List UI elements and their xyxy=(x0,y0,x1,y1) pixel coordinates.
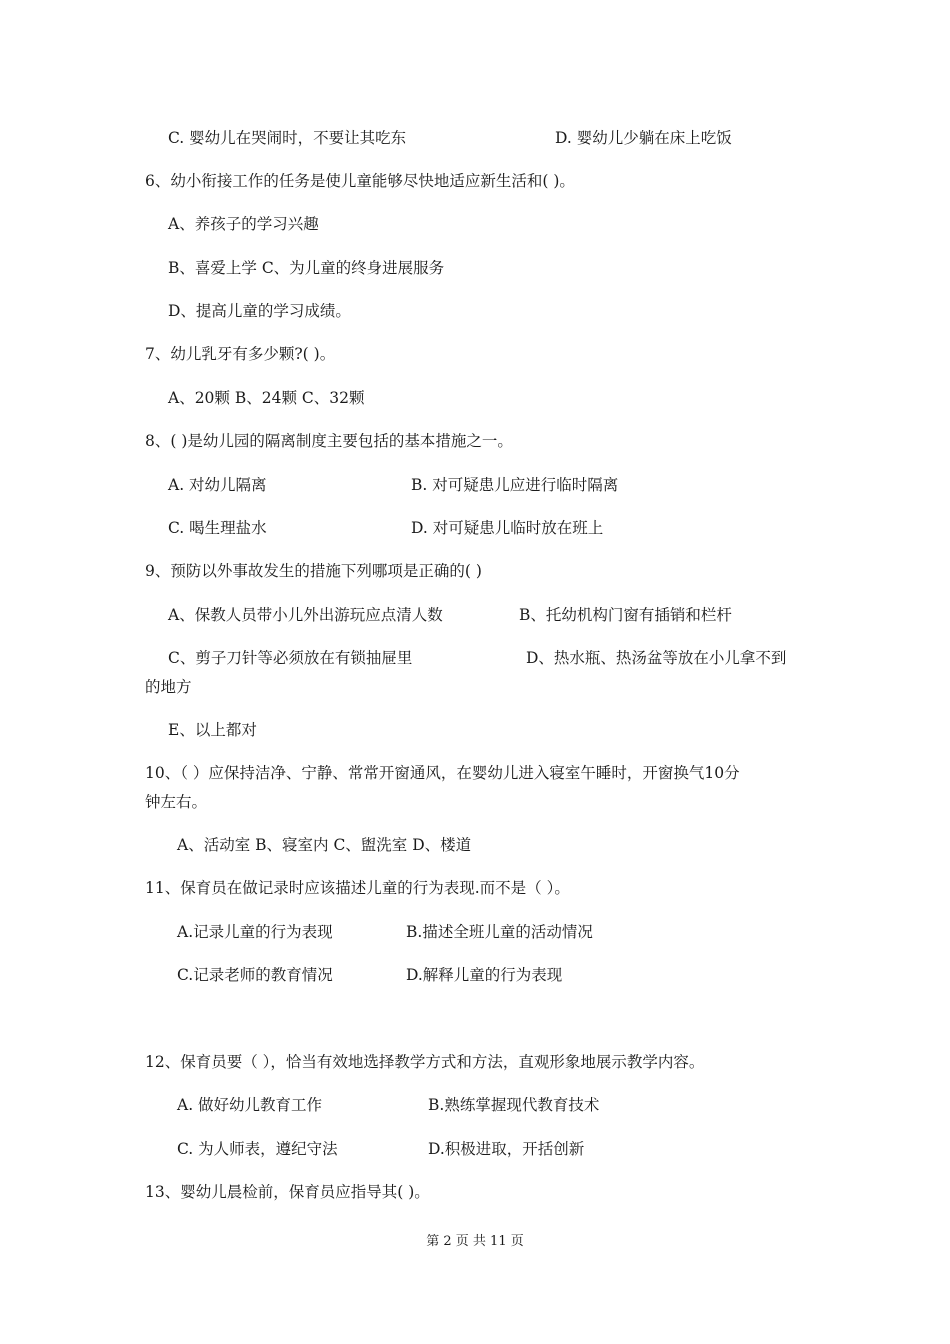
option-8c: C. 喝生理盐水 xyxy=(168,519,267,537)
option-12b: B.熟练掌握现代教育技术 xyxy=(428,1096,600,1114)
option-11b: B.描述全班儿童的活动情况 xyxy=(406,923,593,941)
option-8d: D. 对可疑患儿临时放在班上 xyxy=(411,519,604,537)
option-9d-continued: 的地方 xyxy=(145,678,192,696)
question-10: 10、（ ）应保持洁净、宁静、常常开窗通风，在婴幼儿进入寝室午睡时，开窗换气10分 xyxy=(145,764,740,782)
option-9e: E、以上都对 xyxy=(168,721,257,739)
question-8: 8、( )是幼儿园的隔离制度主要包括的基本措施之一。 xyxy=(145,432,513,450)
option-11a: A.记录儿童的行为表现 xyxy=(177,923,333,941)
page-footer: 第 2 页 共 11 页 xyxy=(426,1234,524,1249)
option-5d: D. 婴幼儿少躺在床上吃饭 xyxy=(555,129,732,147)
option-8b: B. 对可疑患儿应进行临时隔离 xyxy=(411,476,619,494)
question-9: 9、预防以外事故发生的措施下列哪项是正确的( ) xyxy=(145,562,482,580)
option-7a: A、20颗 B、24颗 C、32颗 xyxy=(168,389,365,407)
option-9b: B、托幼机构门窗有插销和栏杆 xyxy=(519,606,732,624)
option-11c: C.记录老师的教育情况 xyxy=(177,966,333,984)
option-9c: C、剪子刀针等必须放在有锁抽屉里 xyxy=(168,649,413,667)
question-11: 11、保育员在做记录时应该描述儿童的行为表现.而不是（ ）。 xyxy=(145,879,570,897)
option-6b: B、喜爱上学 C、为儿童的终身进展服务 xyxy=(168,259,445,277)
option-12c: C. 为人师表，遵纪守法 xyxy=(177,1140,338,1158)
options-10: A、活动室 B、寝室内 C、盥洗室 D、楼道 xyxy=(177,836,472,854)
option-12d: D.积极进取，开括创新 xyxy=(428,1140,585,1158)
option-9a: A、保教人员带小儿外出游玩应点清人数 xyxy=(168,606,443,624)
option-8a: A. 对幼儿隔离 xyxy=(168,476,267,494)
option-5c: C. 婴幼儿在哭闹时，不要让其吃东 xyxy=(168,129,407,147)
question-7: 7、幼儿乳牙有多少颗?( )。 xyxy=(145,345,336,363)
question-10-continued: 钟左右。 xyxy=(145,793,208,811)
question-13: 13、婴幼儿晨检前，保育员应指导其( )。 xyxy=(145,1183,430,1201)
option-6d: D、提高儿童的学习成绩。 xyxy=(168,302,351,320)
option-6a: A、养孩子的学习兴趣 xyxy=(168,215,319,233)
option-12a: A. 做好幼儿教育工作 xyxy=(177,1096,323,1114)
option-9d: D、热水瓶、热汤盆等放在小儿拿不到 xyxy=(526,649,787,667)
question-12: 12、保育员要（ ），恰当有效地选择教学方式和方法，直观形象地展示教学内容。 xyxy=(145,1053,705,1071)
option-11d: D.解释儿童的行为表现 xyxy=(406,966,563,984)
question-6: 6、幼小衔接工作的任务是使儿童能够尽快地适应新生活和( )。 xyxy=(145,172,575,190)
